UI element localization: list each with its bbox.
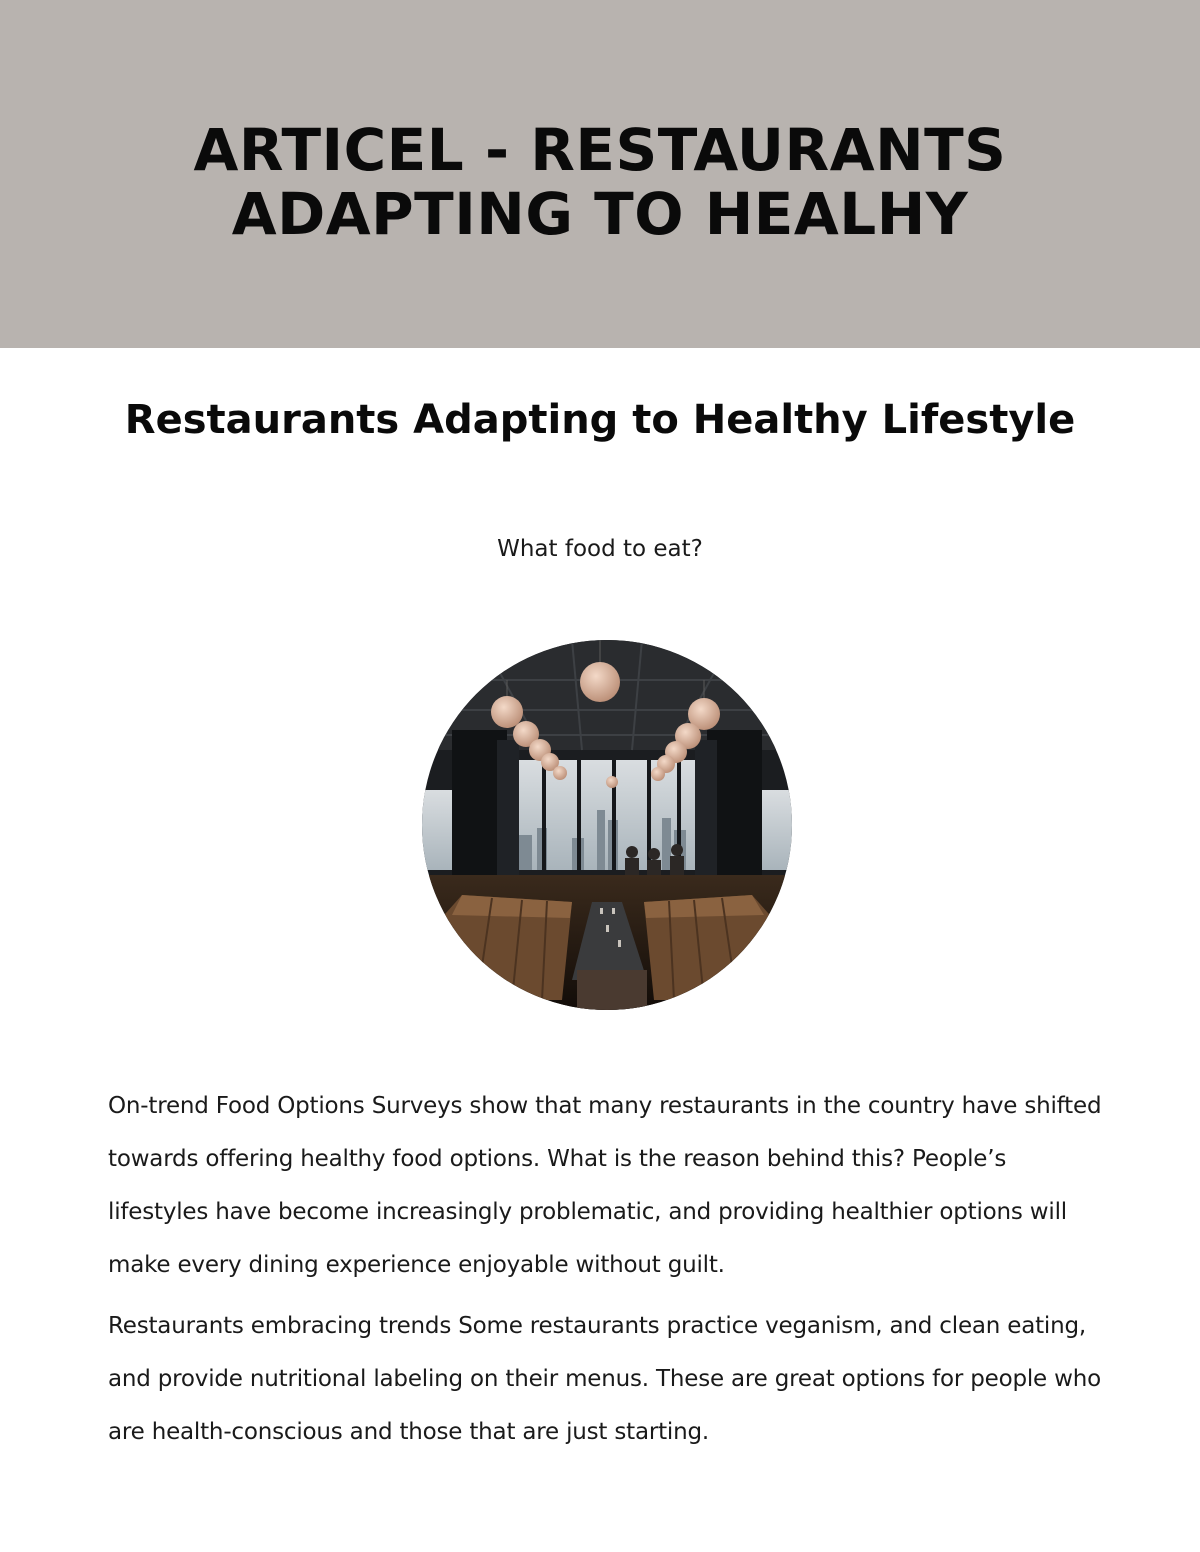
article-heading: Restaurants Adapting to Healthy Lifestyle [124, 397, 1076, 443]
article-subtitle: What food to eat? [497, 536, 703, 562]
article-body [108, 1080, 1108, 1467]
restaurant-interior-photo [422, 640, 792, 1010]
banner-title-line-2: ADAPTING TO HEALHY [231, 180, 969, 248]
article-paragraph-2: Restaurants embracing trends Some restaurants practice veganism, and clean eating, and provide nutritional labeling on their menus. These are great options for people who are health-conscious and those that are just starting. [108, 1313, 1101, 1445]
header-banner [0, 0, 1200, 348]
banner-title-line-1: ARTICEL - RESTAURANTS [193, 116, 1007, 184]
article-paragraph-1: On-trend Food Options Surveys show that many restaurants in the country have shifted towards offering healthy food options. What is the reason behind this? People’s lifestyles have become increasingly problematic, and providing healthier options will make every dining experience enjoyable without guilt. [108, 1093, 1102, 1278]
banner-title [0, 118, 1200, 246]
